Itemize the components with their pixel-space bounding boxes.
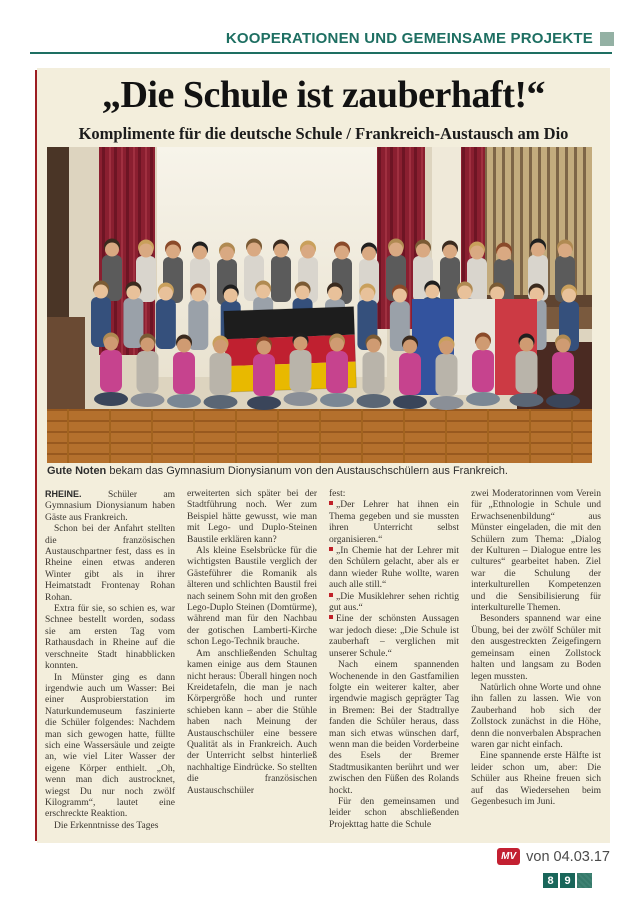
- article-subheadline: Komplimente für die deutsche Schule / Frankreich-Austausch am Dio: [78, 124, 569, 143]
- section-header: [226, 30, 614, 47]
- dateline: RHEINE.: [45, 489, 108, 499]
- paragraph: Am anschließenden Schultag kamen einige aus dem Staunen nicht heraus: Überall hingen noch Kreidetafeln, die man je nach Körpergröße hoch und runter schieben kann – aber die Stühle haben nach Meinung der Austauschschüler eine bessere Qualität als in Frankreich. Auch der Unterricht selbst hinterließ nachhaltige Eindrücke. So stellten die französischen Austauschschüler: [187, 648, 317, 796]
- paragraph: Als kleine Eselsbrücke für die wichtigsten Baustile verglich der Gästeführer die Romanik als älteren und schlichten Baustil frei nach seinem Sohn mit den großen Lego-Duplo Steinen (Domtürme), während man für den Nachbau der gotischen Lamberti-Kirche schon Lego-Technik brauche.: [187, 546, 317, 648]
- quote-bullet-item: „Die Musiklehrer sehen richtig gut aus.“: [329, 591, 459, 614]
- section-kicker: KOOPERATIONEN UND GEMEINSAME PROJEKTE: [225, 30, 593, 47]
- article-column-4: [471, 489, 601, 843]
- page-corner-square-icon: [577, 873, 592, 888]
- paragraph: In Münster ging es dann irgendwie auch um Wasser: Bei einer Ausprobierstation im Naturkundemuseum faszinierte die Schüler folgendes: Nachdem man sich gewogen hatte, füllte sich eine Wassersäule und zeigte an, wie viel Liter Wasser der eigene Körper enthielt. „Oh, wenn man dich austrocknet, wiegst Du nur noch zwölf Kilogramm“, lautet eine erschreckte Reaktion.: [45, 672, 175, 820]
- caption-lead: Gute Noten: [47, 465, 107, 477]
- parquet-floor: [47, 409, 592, 463]
- paragraph: RHEINE. Schüler am Gymnasium Dionysianum haben Gäste aus Frankreich.: [45, 489, 175, 523]
- article-column-3: [329, 489, 459, 843]
- mv-logo: MV: [497, 848, 520, 865]
- quote-bullet-item: Eine der schönsten Aussagen war jedoch diese: „Die Schule ist zauberhaft – verglichen mit unserer Schule.“: [329, 614, 459, 659]
- quote-bullet-item: „Der Lehrer hat ihnen ein Thema gegeben und sie mussten ihren Unterricht selbst organisieren.“: [329, 500, 459, 545]
- article: [37, 68, 610, 843]
- paragraph: zwei Moderatorinnen vom Verein für „Ethnologie in Schule und Erwachsenenbildung“ aus Münster eingeladen, die mit den Schülern zum Thema: „Dialog der Kulturen – Dialogue entre les cultures“ gearbeitet haben. Ziel war die Schulung der interkulturellen Kompetenzen und die Sensibilisierung für interkulturelle Themen.: [471, 489, 601, 614]
- red-bullet-icon: [329, 615, 333, 619]
- paragraph: Besonders spannend war eine Übung, bei der zwölf Schüler mit den ausgestreckten Zeigefingern gemeinsam einen Zollstock halten und langsam zu Boden legen mussten.: [471, 614, 601, 682]
- page-number-left: 8: [543, 873, 558, 888]
- paragraph: fest:: [329, 489, 346, 499]
- paragraph: Eine spannende erste Hälfte ist leider schon um, aber: Die Schüler aus Rheine freuen sich auf das Wiedersehen beim Gegenbesuch im Juni.: [471, 751, 601, 807]
- source-line: [497, 848, 610, 865]
- caption-text: bekam das Gymnasium Dionysianum von den Austauschschülern aus Frankreich.: [106, 465, 508, 477]
- paragraph: erweiterten sich später bei der Stadtführung noch. Wer zum Beispiel hätte gewusst, wie man mit Lego- und Duplo-Steinen Baustile erklären kann?: [187, 489, 317, 545]
- red-bullet-icon: [329, 593, 333, 597]
- quote-bullet-item: „In Chemie hat der Lehrer mit den Schülern gelacht, aber als er dann wieder Ruhe wollte, waren auch alle still.“: [329, 546, 459, 591]
- page-number-right: 9: [560, 873, 575, 888]
- source-date: von 04.03.17: [526, 848, 610, 865]
- article-headline: „Die Schule ist zauberhaft!“: [101, 74, 546, 116]
- left-margin-red-rule: [35, 70, 37, 841]
- paragraph: Natürlich ohne Worte und ohne ihn fallen zu lassen. Wie von Zauberhand hob sich der Zollstock zunächst in die Höhe, denn die nonverbalen Absprachen waren gar nicht einfach.: [471, 682, 601, 750]
- paragraph: Die Erkenntnisse des Tages: [54, 820, 159, 831]
- kicker-square-icon: [600, 32, 614, 46]
- article-column-1: [45, 489, 175, 843]
- page-numbers: [543, 873, 592, 888]
- red-bullet-icon: [329, 501, 333, 505]
- red-bullet-icon: [329, 547, 333, 551]
- paragraph: Schon bei der Anfahrt stellten die französischen Austauschpartner fest, dass es in Rheine einen etwas anderen Winter gibt als in ihrer Heimatstadt Frontenay Rohan Rohan.: [45, 524, 175, 603]
- paragraph: Extra für sie, so schien es, war Schnee bestellt worden, sodass sie am ersten Tag vom Rathausdach in Rheine auf die verschneite Stadt hinabblicken konnten.: [45, 604, 175, 672]
- section-rule: [30, 52, 612, 54]
- article-column-2: [187, 489, 317, 843]
- photo-caption: [47, 465, 592, 477]
- article-photo: [47, 147, 592, 463]
- article-body: [45, 489, 603, 843]
- paragraph: Für den gemeinsamen und leider schon abschließenden Projekttag hatte die Schule: [329, 796, 459, 830]
- paragraph: Nach einem spannenden Wochenende in den Gastfamilien folgte ein weiterer kalter, aber irgendwie magisch geprägter Tag in Bremen: Bei der Stadtrallye fanden die Schüler heraus, dass man sich etwas wünschen darf, wenn man die beiden Vorderbeine des Esels der Bremer Stadtmusikanten berührt und wer zwischen den Füßen des Rolands hockt.: [329, 660, 459, 796]
